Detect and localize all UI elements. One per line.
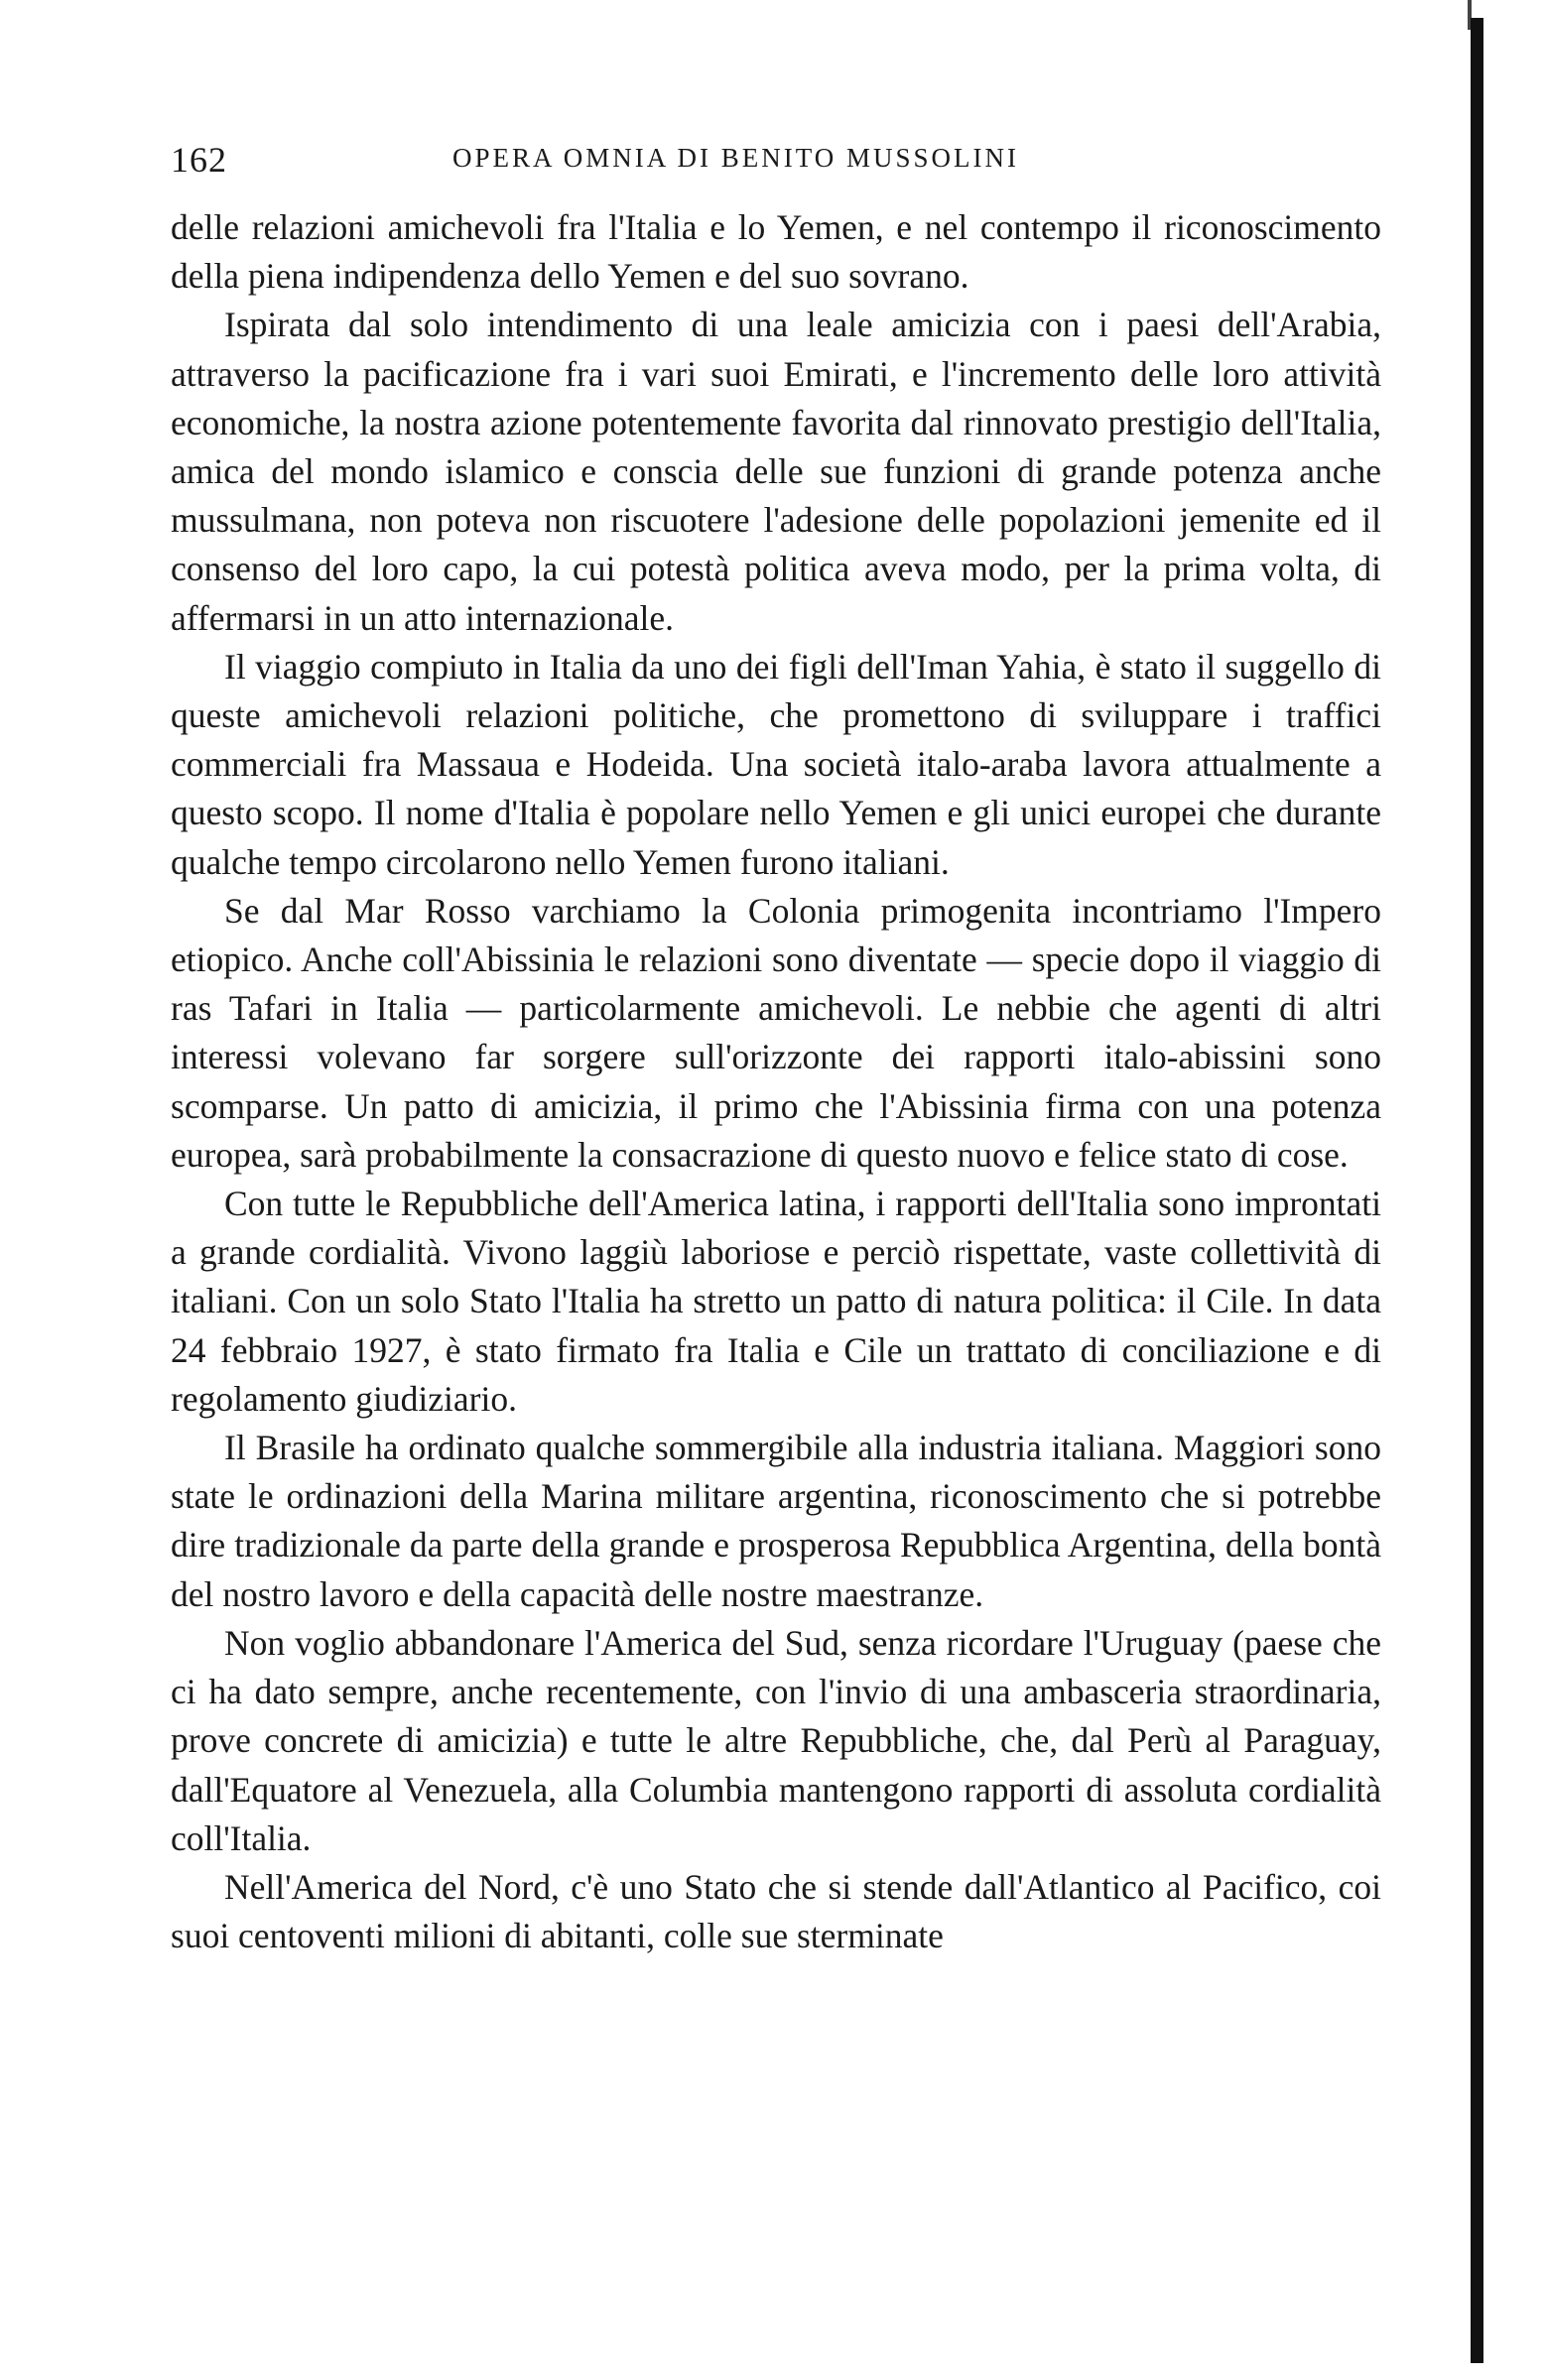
running-title: OPERA OMNIA DI BENITO MUSSOLINI: [452, 143, 1020, 173]
scan-binding-edge: [1471, 18, 1483, 2363]
page-number: 162: [171, 140, 227, 180]
paragraph-arabia: Ispirata dal solo intendimento di una leale amicizia con i paesi dell'Arabia, attraverso la pacificazione fra i vari suoi Emirati, e l'incremento delle loro attività economiche, la nostra azione potentemente favorita dal rinnovato prestigio dell'Italia, amica del mondo islamico e conscia delle sue funzioni di grande potenza anche mussulmana, non poteva non riscuotere l'adesione delle popolazioni jemenite ed il consenso del loro capo, la cui potestà politica aveva modo, per la prima volta, di affermarsi in un atto internazionale.: [171, 305, 1381, 638]
paragraph-yemen-visit: Il viaggio compiuto in Italia da uno dei figli dell'Iman Yahia, è stato il suggello di queste amichevoli relazioni politiche, che promettono di sviluppare i traffici commerciali fra Massaua e Hodeida. Una società italo-araba lavora attualmente a questo scopo. Il nome d'Italia è popolare nello Yemen e gli unici europei che durante qualche tempo circolarono nello Yemen furono italiani.: [171, 646, 1381, 882]
paragraph-abissinia: Se dal Mar Rosso varchiamo la Colonia primogenita incontriamo l'Impero etiopico. Anche coll'Abissinia le relazioni sono diventate — specie dopo il viaggio di ras Tafari in Italia — particolarmente amichevoli. Le nebbie che agenti di altri interessi volevano far sorgere sull'orizzonte dei rapporti italo-abissini sono scomparse. Un patto di amicizia, il primo che l'Abissinia firma con una potenza europea, sarà probabilmente la consacrazione di questo nuovo e felice stato di cose.: [171, 890, 1381, 1175]
paragraph-america-latina: Con tutte le Repubbliche dell'America latina, i rapporti dell'Italia sono improntati a grande cordialità. Vivono laggiù laboriose e perciò rispettate, vaste collettività di italiani. Con un solo Stato l'Italia ha stretto un patto di natura politica: il Cile. In data 24 febbraio 1927, è stato firmato fra Italia e Cile un trattato di conciliazione e di regolamento giudiziario.: [171, 1184, 1381, 1419]
page-header: [167, 131, 1382, 181]
body-text: [171, 203, 1381, 1960]
paragraph-yemen-continuation: delle relazioni amichevoli fra l'Italia e lo Yemen, e nel contempo il riconoscimento della piena indipendenza dello Yemen e del suo sovrano.: [171, 207, 1381, 297]
paragraph-america-del-sud: Non voglio abbandonare l'America del Sud, senza ricordare l'Uruguay (paese che ci ha dato sempre, anche recentemente, con l'invio di una ambasceria straordinaria, prove concrete di amicizia) e tutte le altre Repubbliche, che, dal Perù al Paraguay, dall'Equatore al Venezuela, alla Columbia mantengono rapporti di assoluta cordialità coll'Italia.: [171, 1622, 1381, 1858]
paragraph-brasile-argentina: Il Brasile ha ordinato qualche sommergibile alla industria italiana. Maggiori sono state le ordinazioni della Marina militare argentina, riconoscimento che si potrebbe dire tradizionale da parte della grande e prosperosa Repubblica Argentina, della bontà del nostro lavoro e della capacità delle nostre maestranze.: [171, 1428, 1381, 1614]
paragraph-america-del-nord: Nell'America del Nord, c'è uno Stato che si stende dall'Atlantico al Pacifico, coi suoi centoventi milioni di abitanti, colle sue sterminate: [171, 1866, 1381, 1956]
